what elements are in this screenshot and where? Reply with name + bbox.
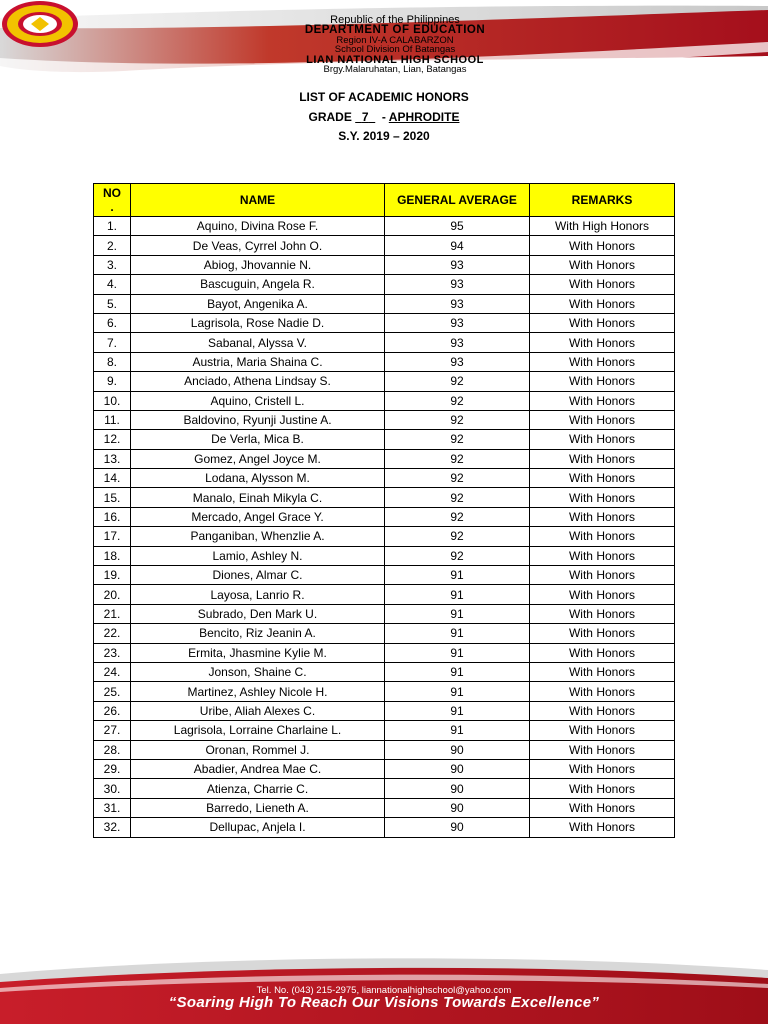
letterhead-address: Brgy.Malaruhatan, Lian, Batangas — [323, 64, 467, 75]
cell-name: Layosa, Lanrio R. — [131, 585, 385, 604]
cell-average: 92 — [385, 546, 530, 565]
table-row — [94, 721, 675, 740]
cell-average: 90 — [385, 818, 530, 837]
table-row — [94, 740, 675, 759]
cell-no: 21. — [94, 604, 131, 623]
cell-remarks: With Honors — [530, 604, 675, 623]
cell-no: 28. — [94, 740, 131, 759]
cell-average: 92 — [385, 391, 530, 410]
cell-remarks: With Honors — [530, 546, 675, 565]
cell-name: Sabanal, Alyssa V. — [131, 333, 385, 352]
cell-average: 93 — [385, 352, 530, 371]
cell-remarks: With Honors — [530, 255, 675, 274]
cell-no: 6. — [94, 313, 131, 332]
table-row — [94, 410, 675, 429]
table-row — [94, 701, 675, 720]
cell-no: 1. — [94, 217, 131, 236]
table-row — [94, 585, 675, 604]
letterhead-department: DEPARTMENT OF EDUCATION — [304, 24, 486, 36]
table-row — [94, 352, 675, 371]
school-year: S.Y. 2019 – 2020 — [338, 129, 430, 143]
cell-name: De Verla, Mica B. — [131, 430, 385, 449]
cell-average: 91 — [385, 701, 530, 720]
cell-remarks: With Honors — [530, 624, 675, 643]
table-row — [94, 217, 675, 236]
cell-average: 92 — [385, 469, 530, 488]
cell-name: Mercado, Angel Grace Y. — [131, 507, 385, 526]
table-header-row — [94, 184, 675, 217]
cell-remarks: With Honors — [530, 585, 675, 604]
cell-average: 91 — [385, 721, 530, 740]
table-row — [94, 449, 675, 468]
grade-dash: - — [378, 110, 389, 124]
cell-average: 90 — [385, 798, 530, 817]
cell-remarks: With Honors — [530, 643, 675, 662]
cell-remarks: With Honors — [530, 236, 675, 255]
cell-name: Panganiban, Whenzlie A. — [131, 527, 385, 546]
cell-remarks: With Honors — [530, 721, 675, 740]
grade-section-line — [0, 110, 768, 124]
column-header-name: NAME — [131, 184, 385, 217]
cell-remarks: With High Honors — [530, 217, 675, 236]
cell-average: 91 — [385, 643, 530, 662]
cell-no: 4. — [94, 275, 131, 294]
cell-name: Lagrisola, Rose Nadie D. — [131, 313, 385, 332]
cell-average: 91 — [385, 682, 530, 701]
cell-average: 95 — [385, 217, 530, 236]
cell-remarks: With Honors — [530, 352, 675, 371]
cell-name: Abadier, Andrea Mae C. — [131, 759, 385, 778]
cell-no: 14. — [94, 469, 131, 488]
cell-no: 12. — [94, 430, 131, 449]
cell-remarks: With Honors — [530, 527, 675, 546]
cell-name: De Veas, Cyrrel John O. — [131, 236, 385, 255]
cell-remarks: With Honors — [530, 682, 675, 701]
cell-remarks: With Honors — [530, 798, 675, 817]
cell-name: Uribe, Aliah Alexes C. — [131, 701, 385, 720]
cell-no: 5. — [94, 294, 131, 313]
cell-average: 93 — [385, 313, 530, 332]
cell-no: 18. — [94, 546, 131, 565]
table-row — [94, 488, 675, 507]
section-name: APHRODITE — [388, 110, 460, 124]
cell-no: 13. — [94, 449, 131, 468]
cell-average: 91 — [385, 566, 530, 585]
cell-name: Lamio, Ashley N. — [131, 546, 385, 565]
cell-no: 17. — [94, 527, 131, 546]
cell-name: Dellupac, Anjela I. — [131, 818, 385, 837]
cell-average: 93 — [385, 275, 530, 294]
table-row — [94, 333, 675, 352]
cell-remarks: With Honors — [530, 469, 675, 488]
cell-average: 91 — [385, 624, 530, 643]
cell-remarks: With Honors — [530, 779, 675, 798]
cell-average: 90 — [385, 779, 530, 798]
cell-remarks: With Honors — [530, 818, 675, 837]
cell-no: 27. — [94, 721, 131, 740]
cell-remarks: With Honors — [530, 372, 675, 391]
cell-average: 90 — [385, 740, 530, 759]
cell-name: Anciado, Athena Lindsay S. — [131, 372, 385, 391]
grade-label: GRADE — [308, 110, 352, 124]
cell-no: 2. — [94, 236, 131, 255]
cell-name: Barredo, Lieneth A. — [131, 798, 385, 817]
table-row — [94, 798, 675, 817]
cell-average: 92 — [385, 507, 530, 526]
cell-name: Abiog, Jhovannie N. — [131, 255, 385, 274]
cell-name: Aquino, Cristell L. — [131, 391, 385, 410]
cell-name: Gomez, Angel Joyce M. — [131, 449, 385, 468]
letterhead-school-name: LIAN NATIONAL HIGH SCHOOL — [306, 54, 484, 66]
footer-contact: Tel. No. (043) 215-2975, liannationalhighschool@yahoo.com — [256, 985, 512, 996]
cell-name: Jonson, Shaine C. — [131, 662, 385, 681]
cell-name: Lagrisola, Lorraine Charlaine L. — [131, 721, 385, 740]
cell-remarks: With Honors — [530, 759, 675, 778]
cell-no: 19. — [94, 566, 131, 585]
table-row — [94, 507, 675, 526]
cell-no: 24. — [94, 662, 131, 681]
cell-name: Manalo, Einah Mikyla C. — [131, 488, 385, 507]
cell-name: Subrado, Den Mark U. — [131, 604, 385, 623]
table-row — [94, 236, 675, 255]
cell-remarks: With Honors — [530, 391, 675, 410]
cell-no: 9. — [94, 372, 131, 391]
cell-average: 94 — [385, 236, 530, 255]
cell-remarks: With Honors — [530, 313, 675, 332]
cell-average: 93 — [385, 333, 530, 352]
table-row — [94, 469, 675, 488]
letterhead-banner — [0, 0, 768, 82]
cell-no: 31. — [94, 798, 131, 817]
table-row — [94, 372, 675, 391]
cell-remarks: With Honors — [530, 507, 675, 526]
cell-no: 26. — [94, 701, 131, 720]
table-row — [94, 604, 675, 623]
cell-no: 11. — [94, 410, 131, 429]
cell-name: Bayot, Angenika A. — [131, 294, 385, 313]
table-row — [94, 759, 675, 778]
cell-average: 90 — [385, 759, 530, 778]
grade-value: 7 — [361, 110, 369, 124]
table-row — [94, 527, 675, 546]
cell-name: Baldovino, Ryunji Justine A. — [131, 410, 385, 429]
table-row — [94, 430, 675, 449]
cell-average: 92 — [385, 372, 530, 391]
table-row — [94, 275, 675, 294]
cell-name: Atienza, Charrie C. — [131, 779, 385, 798]
cell-no: 8. — [94, 352, 131, 371]
cell-remarks: With Honors — [530, 740, 675, 759]
cell-name: Diones, Almar C. — [131, 566, 385, 585]
letterhead-region: Region IV-A CALABARZON — [336, 35, 454, 46]
cell-name: Martinez, Ashley Nicole H. — [131, 682, 385, 701]
cell-remarks: With Honors — [530, 662, 675, 681]
cell-average: 92 — [385, 488, 530, 507]
cell-remarks: With Honors — [530, 275, 675, 294]
footer-motto: “Soaring High To Reach Our Visions Towards Excellence” — [168, 994, 600, 1011]
cell-no: 10. — [94, 391, 131, 410]
cell-no: 23. — [94, 643, 131, 662]
cell-name: Oronan, Rommel J. — [131, 740, 385, 759]
cell-average: 93 — [385, 255, 530, 274]
cell-no: 16. — [94, 507, 131, 526]
cell-no: 29. — [94, 759, 131, 778]
table-row — [94, 643, 675, 662]
cell-average: 92 — [385, 430, 530, 449]
cell-no: 22. — [94, 624, 131, 643]
cell-remarks: With Honors — [530, 701, 675, 720]
cell-name: Lodana, Alysson M. — [131, 469, 385, 488]
cell-remarks: With Honors — [530, 294, 675, 313]
cell-no: 20. — [94, 585, 131, 604]
letterhead-division: School Division Of Batangas — [334, 44, 456, 55]
letterhead-republic: Republic of the Philippines — [330, 14, 460, 26]
cell-remarks: With Honors — [530, 566, 675, 585]
table-row — [94, 818, 675, 837]
cell-no: 7. — [94, 333, 131, 352]
cell-average: 91 — [385, 585, 530, 604]
table-row — [94, 255, 675, 274]
cell-name: Austria, Maria Shaina C. — [131, 352, 385, 371]
cell-average: 92 — [385, 410, 530, 429]
table-row — [94, 624, 675, 643]
cell-average: 91 — [385, 662, 530, 681]
table-row — [94, 546, 675, 565]
column-header-remarks: REMARKS — [530, 184, 675, 217]
honors-table — [93, 183, 675, 838]
document-heading: LIST OF ACADEMIC HONORS — [299, 90, 469, 104]
cell-name: Aquino, Divina Rose F. — [131, 217, 385, 236]
column-header-average: GENERAL AVERAGE — [385, 184, 530, 217]
cell-remarks: With Honors — [530, 333, 675, 352]
cell-no: 32. — [94, 818, 131, 837]
table-row — [94, 294, 675, 313]
cell-remarks: With Honors — [530, 488, 675, 507]
cell-remarks: With Honors — [530, 449, 675, 468]
cell-average: 93 — [385, 294, 530, 313]
cell-no: 3. — [94, 255, 131, 274]
cell-remarks: With Honors — [530, 410, 675, 429]
cell-no: 30. — [94, 779, 131, 798]
cell-average: 91 — [385, 604, 530, 623]
table-row — [94, 313, 675, 332]
cell-remarks: With Honors — [530, 430, 675, 449]
school-seal-icon — [0, 0, 80, 48]
table-row — [94, 566, 675, 585]
table-row — [94, 391, 675, 410]
table-row — [94, 779, 675, 798]
table-row — [94, 682, 675, 701]
cell-average: 92 — [385, 449, 530, 468]
column-header-no: NO . — [94, 184, 131, 217]
cell-average: 92 — [385, 527, 530, 546]
cell-no: 15. — [94, 488, 131, 507]
table-row — [94, 662, 675, 681]
cell-name: Bencito, Riz Jeanin A. — [131, 624, 385, 643]
cell-name: Ermita, Jhasmine Kylie M. — [131, 643, 385, 662]
cell-no: 25. — [94, 682, 131, 701]
cell-name: Bascuguin, Angela R. — [131, 275, 385, 294]
honors-table-body — [94, 217, 675, 838]
